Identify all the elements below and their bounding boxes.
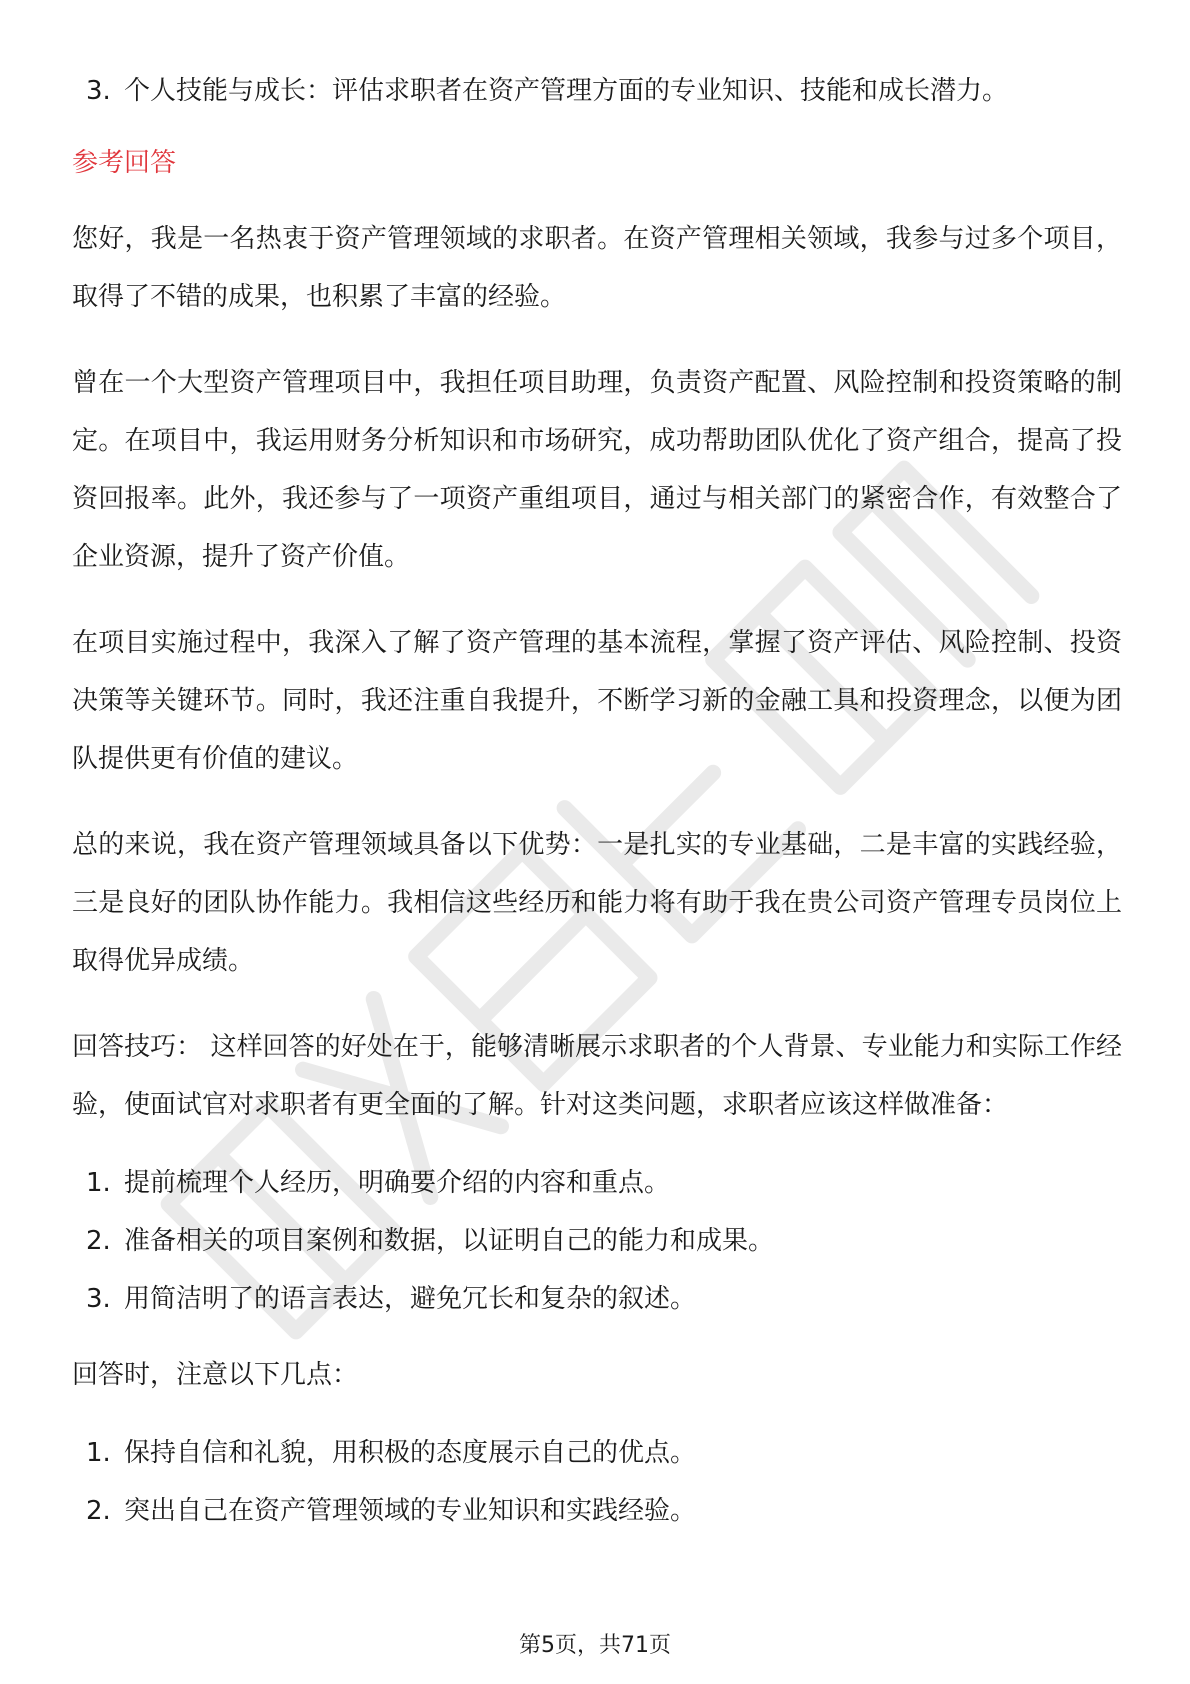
list-number: 1. (86, 1168, 111, 1198)
list-item (72, 1424, 1122, 1482)
list-text: 准备相关的项目案例和数据，以证明自己的能力和成果。 (124, 1226, 775, 1256)
list-item (72, 1270, 1122, 1328)
list-text: 个人技能与成长：评估求职者在资产管理方面的专业知识、技能和成长潜力。 (124, 76, 1009, 106)
list-item (72, 1482, 1122, 1540)
paragraph: 在项目实施过程中，我深入了解了资产管理的基本流程，掌握了资产评估、风险控制、投资决策等关键环节。同时，我还注重自我提升，不断学习新的金融工具和投资理念，以便为团队提供更有价值的建议。 (72, 628, 1122, 774)
preparation-list (72, 1154, 1122, 1328)
list-number: 3. (86, 76, 111, 106)
list-number: 2. (86, 1496, 111, 1526)
paragraph: 曾在一个大型资产管理项目中，我担任项目助理，负责资产配置、风险控制和投资策略的制定。在项目中，我运用财务分析知识和市场研究，成功帮助团队优化了资产组合，提高了投资回报率。此外，我还参与了一项资产重组项目，通过与相关部门的紧密合作，有效整合了企业资源，提升了资产价值。 (72, 368, 1122, 572)
notes-intro: 回答时，注意以下几点： (72, 1360, 359, 1390)
answer-tips-paragraph: 回答技巧： 这样回答的好处在于，能够清晰展示求职者的个人背景、专业能力和实际工作经验，使面试官对求职者有更全面的了解。针对这类问题，求职者应该这样做准备： (72, 1032, 1122, 1120)
list-number: 1. (86, 1438, 111, 1468)
list-text: 提前梳理个人经历，明确要介绍的内容和重点。 (124, 1168, 671, 1198)
notes-list (72, 1424, 1122, 1540)
list-text: 突出自己在资产管理领域的专业知识和实践经验。 (124, 1496, 697, 1526)
list-number: 3. (86, 1284, 111, 1314)
list-text: 保持自信和礼貌，用积极的态度展示自己的优点。 (124, 1438, 697, 1468)
list-number: 2. (86, 1226, 111, 1256)
section-heading: 参考回答 (72, 148, 177, 178)
paragraph: 总的来说，我在资产管理领域具备以下优势：一是扎实的专业基础，二是丰富的实践经验，三是良好的团队协作能力。我相信这些经历和能力将有助于我在贵公司资产管理专员岗位上取得优异成绩。 (72, 830, 1122, 976)
list-item (72, 62, 1122, 120)
list-item (72, 1212, 1122, 1270)
criteria-list (72, 62, 1122, 120)
list-item (72, 1154, 1122, 1212)
paragraph: 您好，我是一名热衷于资产管理领域的求职者。在资产管理相关领域，我参与过多个项目，取得了不错的成果，也积累了丰富的经验。 (72, 224, 1122, 312)
document-body (72, 62, 1122, 1558)
list-text: 用简洁明了的语言表达，避免冗长和复杂的叙述。 (124, 1284, 697, 1314)
page-number-footer: 第5页，共71页 (519, 1633, 671, 1658)
